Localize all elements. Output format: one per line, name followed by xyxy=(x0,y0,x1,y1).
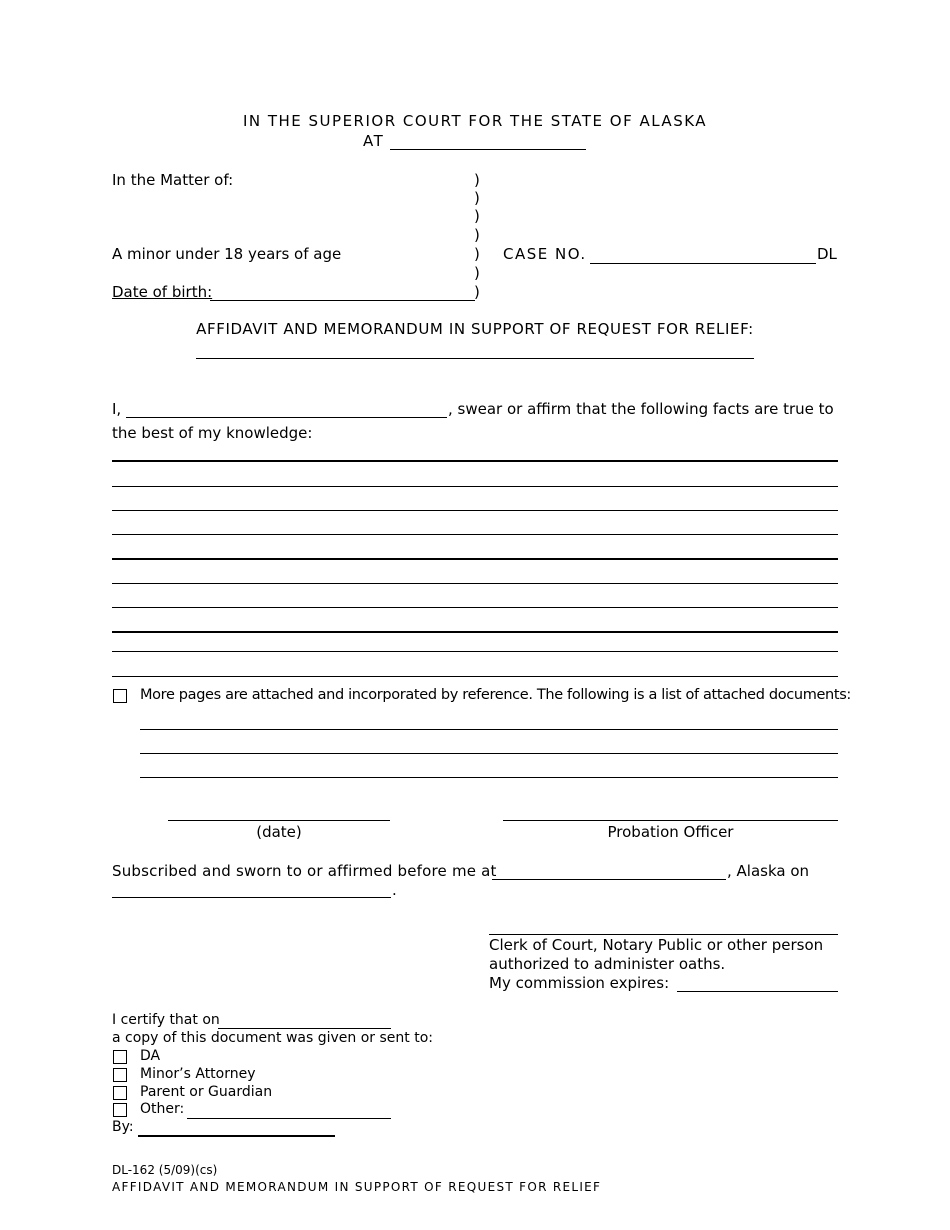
minors-attorney-label: Minor’s Attorney xyxy=(140,1066,256,1082)
date-signature-line[interactable] xyxy=(168,820,390,821)
facts-line[interactable] xyxy=(112,486,838,487)
facts-line[interactable] xyxy=(112,583,838,584)
caption-paren: ) xyxy=(474,171,480,189)
officer-label: Probation Officer xyxy=(607,823,734,841)
facts-line[interactable] xyxy=(112,631,838,633)
by-signature-input[interactable] xyxy=(138,1117,335,1137)
court-location-label: AT xyxy=(363,132,385,150)
court-location-input[interactable] xyxy=(390,131,586,150)
da-label: DA xyxy=(140,1048,161,1064)
subscribed-period: . xyxy=(392,881,397,899)
dob-input[interactable] xyxy=(210,282,475,301)
facts-line[interactable] xyxy=(112,651,838,652)
oath-line-2: the best of my knowledge: xyxy=(112,424,313,442)
facts-line[interactable] xyxy=(112,460,838,462)
oath-suffix: , swear or affirm that the following facts are true to xyxy=(448,400,834,418)
case-suffix: DL xyxy=(817,245,837,263)
facts-line[interactable] xyxy=(112,676,838,677)
caption-paren: ) xyxy=(474,189,480,207)
date-label: (date) xyxy=(256,823,302,841)
clerk-line-1: Clerk of Court, Notary Public or other person xyxy=(489,936,824,954)
by-label: By: xyxy=(112,1119,134,1135)
minors-attorney-checkbox[interactable] xyxy=(113,1068,127,1082)
caption-paren: ) xyxy=(474,245,480,263)
alaska-on-text: , Alaska on xyxy=(727,862,810,880)
sworn-date-input[interactable] xyxy=(112,879,391,898)
clerk-signature-line[interactable] xyxy=(489,934,838,935)
clerk-line-2: authorized to administer oaths. xyxy=(489,955,726,973)
sworn-location-input[interactable] xyxy=(492,861,726,880)
facts-line[interactable] xyxy=(112,558,838,560)
officer-signature-line[interactable] xyxy=(503,820,838,821)
minor-label: A minor under 18 years of age xyxy=(112,245,342,263)
facts-line[interactable] xyxy=(112,607,838,608)
certify-line-2: a copy of this document was given or sent to: xyxy=(112,1030,433,1046)
attachment-line[interactable] xyxy=(140,777,838,778)
form-name: AFFIDAVIT AND MEMORANDUM IN SUPPORT OF REQUEST FOR RELIEF xyxy=(112,1180,602,1194)
certify-line-1: I certify that on xyxy=(112,1012,220,1028)
facts-line[interactable] xyxy=(112,534,838,535)
da-checkbox[interactable] xyxy=(113,1050,127,1064)
attachments-checkbox[interactable] xyxy=(113,689,127,703)
dob-label: Date of birth: xyxy=(112,283,213,301)
attachments-label: More pages are attached and incorporated by reference. The following is a list of attached documents: xyxy=(140,687,851,703)
facts-line[interactable] xyxy=(112,510,838,511)
case-number-input[interactable] xyxy=(590,245,816,264)
commission-label: My commission expires: xyxy=(489,974,670,992)
caption-paren: ) xyxy=(474,283,480,301)
caption-paren: ) xyxy=(474,264,480,282)
subscribed-text: Subscribed and sworn to or affirmed before me at xyxy=(112,862,497,880)
oath-prefix: I, xyxy=(112,400,122,418)
other-label: Other: xyxy=(140,1101,185,1117)
matter-label: In the Matter of: xyxy=(112,171,234,189)
parent-guardian-checkbox[interactable] xyxy=(113,1086,127,1100)
affiant-name-input[interactable] xyxy=(126,399,447,418)
court-title: IN THE SUPERIOR COURT FOR THE STATE OF ALASKA xyxy=(242,112,708,130)
certify-date-input[interactable] xyxy=(218,1010,391,1029)
attachment-line[interactable] xyxy=(140,729,838,730)
form-title: AFFIDAVIT AND MEMORANDUM IN SUPPORT OF REQUEST FOR RELIEF: xyxy=(196,320,754,338)
attachment-line[interactable] xyxy=(140,753,838,754)
caption-paren: ) xyxy=(474,207,480,225)
form-id: DL-162 (5/09)(cs) xyxy=(112,1163,218,1177)
other-checkbox[interactable] xyxy=(113,1103,127,1117)
parent-guardian-label: Parent or Guardian xyxy=(140,1084,273,1100)
case-no-label: CASE NO. xyxy=(503,245,587,263)
caption-paren: ) xyxy=(474,226,480,244)
relief-type-input[interactable] xyxy=(196,340,754,359)
commission-expires-input[interactable] xyxy=(677,973,838,992)
